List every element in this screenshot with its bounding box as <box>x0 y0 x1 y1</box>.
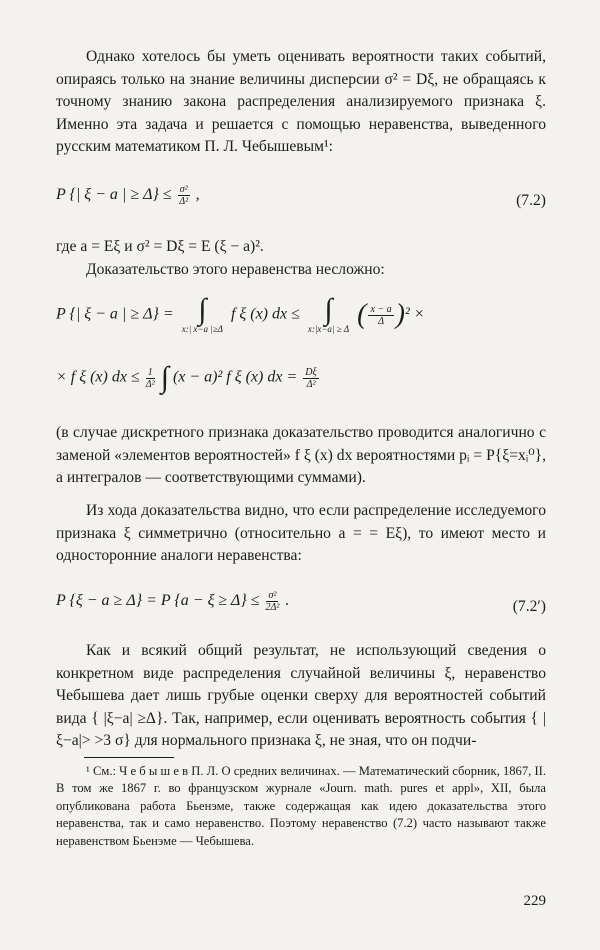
symmetric-paragraph: Из хода доказательства видно, что если распределение исследуемого признака ξ симметрично (относительно a = = Eξ), то имеют место и односторонние аналоги неравенства: <box>56 502 546 564</box>
proof-intro: Доказательство этого неравенства несложно: <box>86 261 385 278</box>
integral-2 <box>307 293 350 334</box>
paren-fraction <box>368 304 393 327</box>
proof2-head: × f ξ (x) dx ≤ <box>56 368 140 386</box>
right-paren-icon: ) <box>395 299 405 330</box>
eq1-lhs: P {| ξ − a | ≥ Δ} ≤ <box>56 186 172 204</box>
footnote-divider <box>84 757 174 758</box>
page-number: 229 <box>523 893 546 909</box>
proof2-frac-numerator: 1 <box>147 366 153 378</box>
eq2-lhs: P {ξ − a ≥ Δ} = P {a − ξ ≥ Δ} ≤ <box>56 592 260 610</box>
integral-sign-icon: ∫ <box>324 293 333 326</box>
proof1-integrand: f ξ (x) dx ≤ <box>230 305 300 323</box>
proof2-fraction <box>146 367 155 390</box>
eq2-fraction <box>266 590 280 613</box>
proof2-result-numerator: Dξ <box>305 366 317 378</box>
integral-1-domain: x:| x−a |≥Δ <box>181 324 223 334</box>
eq2-number: (7.2′) <box>512 598 546 615</box>
paren-denominator: Δ <box>378 315 384 327</box>
eq1-number: (7.2) <box>516 192 546 209</box>
equation-7-2-prime <box>56 590 546 630</box>
eq2-tail: . <box>285 592 290 610</box>
footnote: ¹ См.: Ч е б ы ш е в П. Л. О средних величинах. — Математический сборник, 1867, II. В том же 1867 г. во французском журнале «Journ. math. pures et appl», XII, была опубликована работа Бьенэме, также содержащая как идею доказательства этого неравенства, так и само неравенство. Поэтому неравенство (7.2) часто называют также неравенством Бьенэме — Чебышева. <box>56 764 546 848</box>
general-paragraph: Как и всякий общий результат, не использующий сведения о конкретном виде распределения случайной величины ξ, неравенство Чебышева дает лишь грубые оценки сверху для вероятностей событий вида { |ξ−a| ≥Δ}. Так, например, если оценивать вероятность события { |ξ−a|> >3 σ} для нормального признака ξ, не зная, что он подчи- <box>56 642 546 749</box>
proof-line-2 <box>56 361 546 408</box>
proof1-power-tail: ² × <box>404 305 425 323</box>
proof2-integrand: (x − a)² f ξ (x) dx = <box>172 368 298 386</box>
proof2-result <box>303 367 319 390</box>
paren-numerator: x − a <box>370 303 392 315</box>
proof-line-1 <box>56 293 546 352</box>
integral-2-domain: x:|x−a| ≥ Δ <box>307 324 350 334</box>
integral-sign-icon: ∫ <box>160 361 169 394</box>
proof2-frac-denominator: Δ² <box>145 378 155 390</box>
integral-1 <box>181 293 223 334</box>
eq1-fraction <box>178 184 190 207</box>
intro-paragraph: Однако хотелось бы уметь оценивать вероятности таких событий, опираясь только на знание величины дисперсии σ² = Dξ, не обращаясь к точному знанию закона распределения анализируемого признака ξ. Именно эта задача и решается с помощью неравенства, выведенного русским математиком П. Л. Чебышевым¹: <box>56 48 546 155</box>
eq2-denominator: 2Δ² <box>265 602 280 613</box>
eq1-tail: , <box>195 186 200 204</box>
integral-sign-icon: ∫ <box>198 293 207 326</box>
where-line: где a = Eξ и σ² = Dξ = E (ξ − a)². <box>56 238 264 255</box>
proof1-lhs: P {| ξ − a | ≥ Δ} = <box>56 305 174 323</box>
left-paren-icon: ( <box>357 299 367 330</box>
eq2-numerator: σ² <box>268 590 277 601</box>
eq1-denominator: Δ² <box>179 196 189 207</box>
equation-7-2 <box>56 184 546 224</box>
proof2-result-denominator: Δ² <box>306 378 316 390</box>
eq1-numerator: σ² <box>179 184 188 195</box>
discrete-paragraph: (в случае дискретного признака доказательство проводится аналогично с заменой «элементов вероятностей» f ξ (x) dx вероятностями pᵢ = P{ξ=xᵢ⁰}, а интегралов — соответствующими суммами). <box>56 424 546 486</box>
